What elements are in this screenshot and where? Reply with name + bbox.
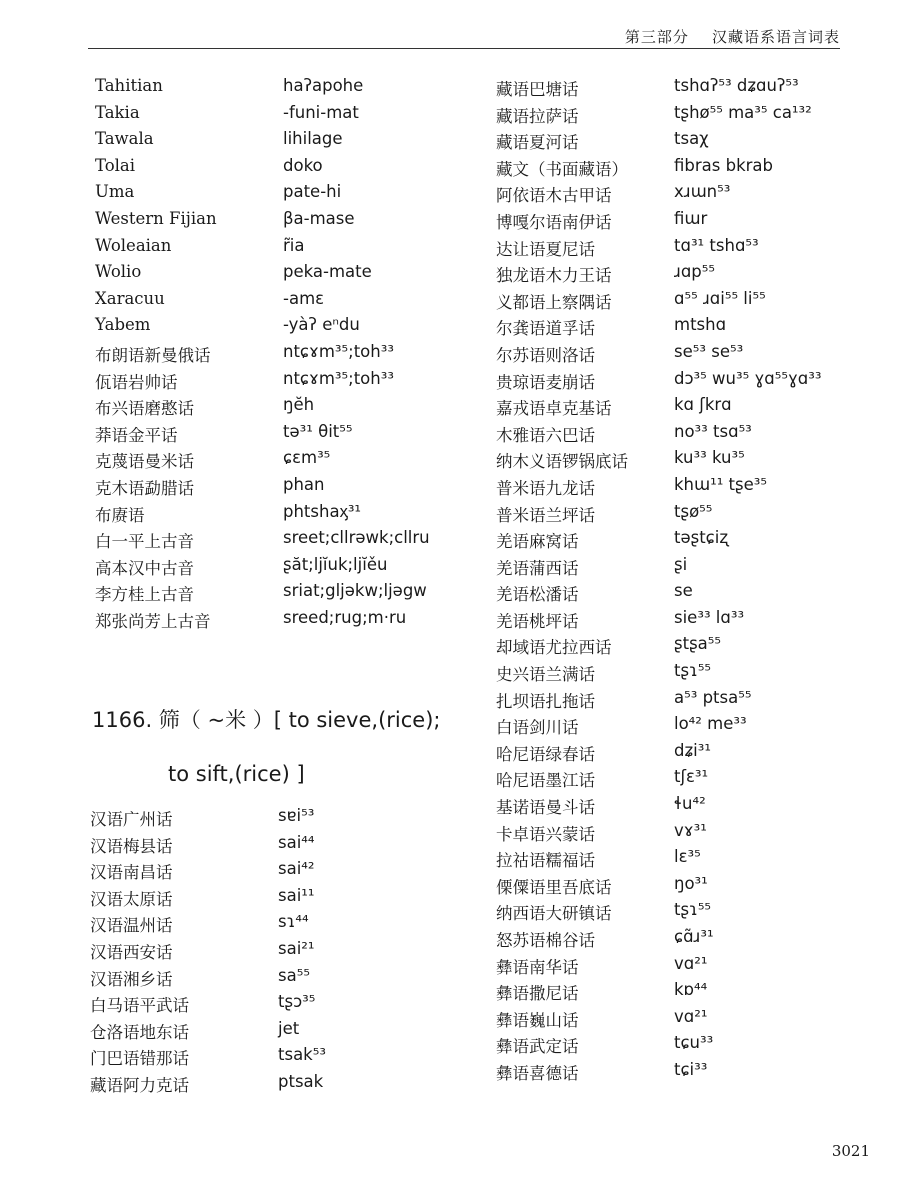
word-form: tsaχ	[674, 129, 709, 149]
language-name: 汉语西安话	[90, 942, 173, 962]
language-name: 汉语南昌话	[90, 863, 173, 883]
word-form: sɿ⁴⁴	[278, 912, 309, 932]
word-form: tɕi³³	[674, 1059, 708, 1079]
language-name: 佤语岩帅话	[95, 372, 178, 392]
word-form: ŋĕh	[283, 395, 315, 415]
word-form: tʂhø⁵⁵ ma³⁵ ca¹³²	[674, 102, 812, 122]
word-form: ʂi	[674, 554, 688, 574]
word-form: sai²¹	[278, 938, 315, 958]
word-form: fiɯr	[674, 208, 708, 228]
word-form: mtshɑ	[674, 315, 727, 335]
language-name: 郑张尚芳上古音	[95, 611, 211, 631]
language-name: Xaracuu	[95, 288, 165, 308]
language-name: 彝语喜德话	[496, 1063, 579, 1083]
word-form: khɯ¹¹ tʂe³⁵	[674, 474, 768, 494]
language-name: 布赓语	[95, 505, 145, 525]
language-name: 汉语广州话	[90, 810, 173, 829]
language-name: 哈尼语墨江话	[496, 771, 595, 791]
word-form: ku³³ ku³⁵	[674, 448, 745, 468]
word-form: kɒ⁴⁴	[674, 980, 708, 1000]
word-form: fibras bkrab	[674, 155, 773, 175]
running-header	[625, 26, 840, 47]
word-form: ɕɑ̃ɹ³¹	[674, 927, 714, 946]
word-form: xɹɯn⁵³	[674, 182, 731, 202]
language-name: 白一平上古音	[95, 532, 194, 552]
language-name: 莽语金平话	[95, 425, 178, 445]
language-name: 尔龚语道孚话	[496, 319, 595, 339]
header-title: 汉藏语系语言词表	[711, 28, 840, 46]
word-form: sa⁵⁵	[278, 965, 310, 985]
language-name: 仓洛语地东话	[90, 1022, 189, 1042]
word-form: lo⁴² me³³	[674, 714, 747, 734]
language-name: 普米语九龙话	[496, 478, 595, 498]
word-form: sreet;cllrəwk;cllru	[283, 528, 430, 548]
word-form: peka-mate	[283, 262, 372, 282]
language-name: Wolio	[95, 262, 142, 282]
word-form: phtshaᶍ³¹	[283, 501, 362, 521]
language-name: 汉语温州话	[90, 916, 173, 936]
language-name: 藏语阿力克话	[90, 1075, 189, 1095]
word-form: ŋo³¹	[674, 873, 708, 893]
entry-heading	[92, 705, 440, 789]
language-name: 羌语蒲西话	[496, 558, 579, 578]
word-form: ɹɑp⁵⁵	[674, 262, 716, 282]
language-name: 布朗语新曼俄话	[95, 345, 211, 365]
word-form: haʔapohe	[283, 76, 364, 95]
language-name: 羌语桃坪话	[496, 611, 579, 631]
word-form: pate-hi	[283, 182, 342, 202]
language-name: 彝语撒尼话	[496, 984, 579, 1004]
language-name: 阿依语木古甲话	[496, 186, 612, 206]
word-form: phan	[283, 474, 325, 494]
word-form: tʂɔ³⁵	[278, 992, 316, 1012]
word-form: ɑ⁵⁵ ɹɑi⁵⁵ li⁵⁵	[674, 288, 766, 308]
word-form: sai⁴⁴	[278, 832, 315, 852]
language-name: 彝语南华话	[496, 957, 579, 977]
word-form: sriat;gljəkw;ljəgw	[283, 581, 427, 601]
word-form: ʂtʂa⁵⁵	[674, 634, 722, 654]
language-name: 贵琼语麦崩话	[496, 372, 595, 392]
header-part: 第三部分	[624, 28, 689, 46]
word-form: ɬu⁴²	[674, 794, 706, 814]
word-form: sie³³ lɑ³³	[674, 607, 745, 627]
language-name: 汉语梅县话	[90, 836, 173, 856]
language-name: 纳木义语锣锅底话	[496, 452, 628, 472]
language-name: 门巴语错那话	[90, 1049, 189, 1069]
language-name: 李方桂上古音	[95, 585, 194, 605]
language-name: 扎坝语扎拖话	[496, 691, 595, 711]
language-name: 藏语巴塘话	[496, 80, 579, 99]
word-form: ɕɛm³⁵	[283, 448, 331, 468]
language-name: 羌语松潘话	[496, 585, 579, 605]
language-name: 藏语夏河话	[496, 133, 579, 153]
language-name: 白语剑川话	[496, 718, 579, 738]
language-name: Yabem	[95, 315, 151, 335]
language-name: Woleaian	[95, 235, 172, 255]
word-form: ntɕɤm³⁵;toh³³	[283, 368, 394, 388]
word-form: kɑ ʃkrɑ	[674, 395, 732, 415]
word-form: doko	[283, 155, 323, 175]
language-name: 彝语武定话	[496, 1037, 579, 1057]
language-name: 纳西语大研镇话	[496, 904, 612, 924]
language-name: 汉语太原话	[90, 889, 173, 909]
language-name: 汉语湘乡话	[90, 969, 173, 989]
language-name: 基诺语曼斗话	[496, 798, 595, 818]
language-name: 傈僳语里吾底话	[496, 877, 612, 897]
word-form: tɑ³¹ tshɑ⁵³	[674, 235, 759, 255]
word-form: ntɕɤm³⁵;toh³³	[283, 341, 394, 361]
word-form: dʑi³¹	[674, 740, 711, 760]
language-name: 却域语尤拉西话	[496, 638, 612, 658]
word-form: dɔ³⁵ wu³⁵ ɣɑ⁵⁵ɣɑ³³	[674, 368, 822, 388]
word-form: ptsak	[278, 1071, 324, 1091]
language-name: Tahitian	[95, 76, 163, 95]
word-form: -funi-mat	[283, 102, 359, 122]
word-form: no³³ tsɑ⁵³	[674, 421, 752, 441]
word-form: lɛ³⁵	[674, 847, 701, 867]
language-name: 义都语上察隅话	[496, 292, 612, 312]
language-name: Uma	[95, 182, 135, 202]
word-form: vɑ²¹	[674, 1006, 708, 1026]
language-name: Tolai	[95, 155, 136, 175]
word-form: tshɑʔ⁵³ dʑɑuʔ⁵³	[674, 76, 799, 95]
language-name: 博嘎尔语南伊话	[496, 212, 612, 232]
word-form: tʂø⁵⁵	[674, 501, 713, 521]
header-rule	[88, 48, 840, 49]
language-name: 哈尼语绿春话	[496, 744, 595, 764]
language-name: 拉祜语糯福话	[496, 851, 595, 871]
language-name: 尔苏语则洛话	[496, 345, 595, 365]
language-name: 藏语拉萨话	[496, 106, 579, 126]
language-name: 怒苏语棉谷话	[496, 931, 595, 950]
language-name: 藏文（书面藏语）	[496, 159, 628, 179]
word-form: se	[674, 581, 693, 601]
word-form: a⁵³ ptsa⁵⁵	[674, 687, 752, 707]
word-form: vɑ²¹	[674, 953, 708, 973]
word-form: βa-mase	[283, 208, 355, 228]
language-name: 独龙语木力王话	[496, 266, 612, 286]
word-form: -yàʔ eⁿdu	[283, 315, 360, 335]
word-form: vɤ³¹	[674, 820, 707, 840]
word-form: tʂɿ⁵⁵	[674, 661, 712, 681]
word-form: -amɛ	[283, 288, 325, 308]
word-form: se⁵³ se⁵³	[674, 341, 744, 361]
language-name: 克木语勐腊话	[95, 478, 194, 498]
word-form: lihilage	[283, 129, 343, 149]
language-name: 布兴语磨憨话	[95, 399, 194, 419]
word-form: tə³¹ θit⁵⁵	[283, 421, 353, 441]
word-form: tʂɿ⁵⁵	[674, 900, 712, 920]
language-name: Takia	[95, 102, 140, 122]
language-name: Tawala	[95, 129, 154, 149]
language-name: 羌语麻窝话	[496, 532, 579, 552]
language-name: 普米语兰坪话	[496, 505, 595, 525]
language-name: 达让语夏尼话	[496, 239, 595, 259]
language-name: 白马语平武话	[90, 996, 189, 1016]
entry-heading-line2: to sift,(rice) ]	[168, 762, 305, 786]
word-form: tɕu³³	[674, 1033, 714, 1053]
entry-heading-line1: 1166. 筛（ ~米 ）[ to sieve,(rice);	[92, 708, 441, 732]
word-form: ʂăt;ljĭuk;ljĭěu	[283, 554, 388, 574]
page-number: 3021	[831, 1142, 870, 1160]
language-name: Western Fijian	[95, 208, 217, 228]
language-name: 克蔑语曼米话	[95, 452, 194, 472]
language-name: 木雅语六巴话	[496, 425, 595, 445]
word-form: r̃ia	[283, 235, 305, 255]
language-name: 卡卓语兴蒙话	[496, 824, 595, 844]
word-form: jet	[278, 1018, 300, 1038]
word-form: sai¹¹	[278, 885, 315, 905]
word-form: tsak⁵³	[278, 1045, 326, 1065]
language-name: 嘉戎语卓克基话	[496, 399, 612, 419]
language-name: 高本汉中古音	[95, 558, 194, 578]
word-form: sreed;rug;m·ru	[283, 607, 407, 627]
language-name: 彝语巍山话	[496, 1010, 579, 1030]
word-form: təʂtɕiʐ	[674, 528, 729, 548]
language-name: 史兴语兰满话	[496, 665, 595, 685]
word-form: sɐi⁵³	[278, 806, 315, 825]
word-form: tʃɛ³¹	[674, 767, 709, 787]
word-form: sai⁴²	[278, 859, 315, 879]
